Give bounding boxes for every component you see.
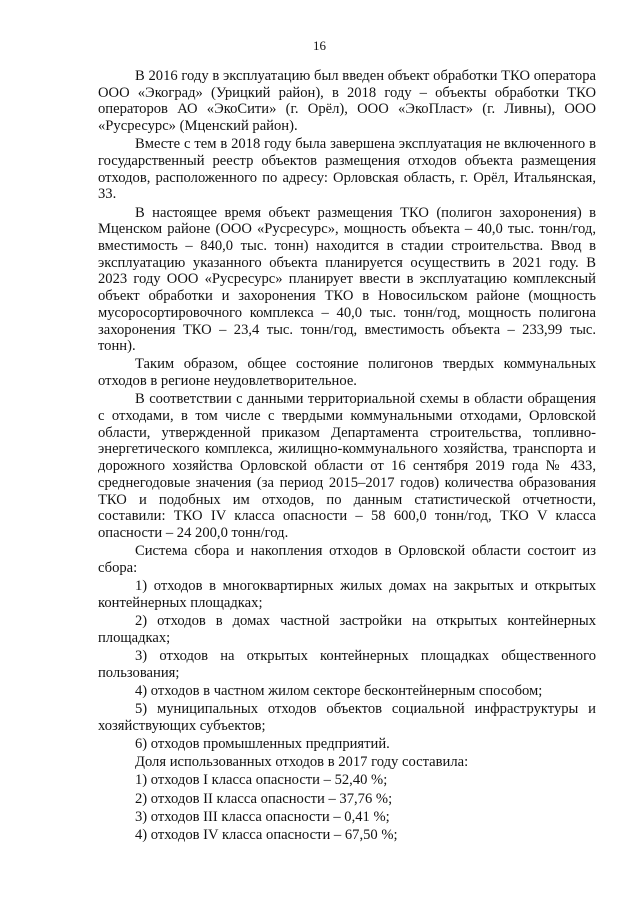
list-item: 3) отходов на открытых контейнерных площадках общественного пользования; xyxy=(98,647,596,681)
usage-intro: Доля использованных отходов в 2017 году составила: xyxy=(135,754,469,771)
list-item: 2) отходов в домах частной застройки на открытых контейнерных площадках; xyxy=(98,613,596,646)
paragraph: Таким образом, общее состояние полигонов твердых коммунальных отходов в регионе неудовлетворительное. xyxy=(98,356,596,390)
paragraph: В соответствии с данными территориальной схемы в области обращения с отходами, в том числе с твердыми коммунальными отходами, Орловской области, утвержденной приказом Департамента строительства, топливно-энергетического комплекса, жилищно-коммунального хозяйства, транспорта и дорожного хозяйства Орловской области от 16 сентября 2019 года № 433, среднегодовые значения (за период 2015–2017 годов) количества образования ТКО и подобных им отходов, по данным статистической отчетности, составили: ТКО IV класса опасности – 58 600,0 тонн/год, ТКО V класса опасности – 24 200,0 тонн/год. xyxy=(98,391,596,541)
list-item: 1) отходов I класса опасности – 52,40 %; xyxy=(135,772,388,789)
paragraph: Система сбора и накопления отходов в Орловской области состоит из сбора: xyxy=(98,543,596,576)
list-item: 4) отходов в частном жилом секторе бесконтейнерным способом; xyxy=(135,682,543,699)
page-number: 16 xyxy=(313,38,326,53)
list-item: 3) отходов III класса опасности – 0,41 %; xyxy=(135,808,390,825)
paragraph: Вместе с тем в 2018 году была завершена эксплуатация не включенного в государственный реестр объектов размещения отходов объекта размещения отходов, расположенного по адресу: Орловская область, г. Орёл, Итальянская, 33. xyxy=(98,136,596,203)
list-item: 2) отходов II класса опасности – 37,76 %; xyxy=(135,790,393,807)
document-body xyxy=(98,68,596,845)
paragraph: В 2016 году в эксплуатацию был введен объект обработки ТКО оператора ООО «Экоград» (Урицкий район), в 2018 году – объекты обработки ТКО операторов АО «ЭкоСити» (г. Орёл), ООО «ЭкоПласт» (г. Ливны), ООО «Русресурс» (Мценский район). xyxy=(98,68,596,135)
list-item: 5) муниципальных отходов объектов социальной инфраструктуры и хозяйствующих субъектов; xyxy=(98,701,596,734)
paragraph: В настоящее время объект размещения ТКО (полигон захоронения) в Мценском районе (ООО «Русресурс», мощность объекта – 40,0 тыс. тонн/год, вместимость – 840,0 тыс. тонн) находится в стадии строительства. Ввод в эксплуатацию указанного объекта планируется осуществить в 2021 году. В 2023 году ООО «Русресурс» планирует ввести в эксплуатацию комплексный объект обработки и захоронения ТКО в Новосильском районе (мощность мусоросортировочного комплекса – 40,0 тыс. тонн/год, мощность полигона захоронения ТКО – 23,4 тыс. тонн/год, вместимость объекта – 233,99 тыс. тонн). xyxy=(98,204,596,355)
list-item: 1) отходов в многоквартирных жилых домах на закрытых и открытых контейнерных площадках; xyxy=(98,578,596,611)
list-item: 6) отходов промышленных предприятий. xyxy=(135,735,390,752)
list-item: 4) отходов IV класса опасности – 67,50 %; xyxy=(135,826,398,843)
